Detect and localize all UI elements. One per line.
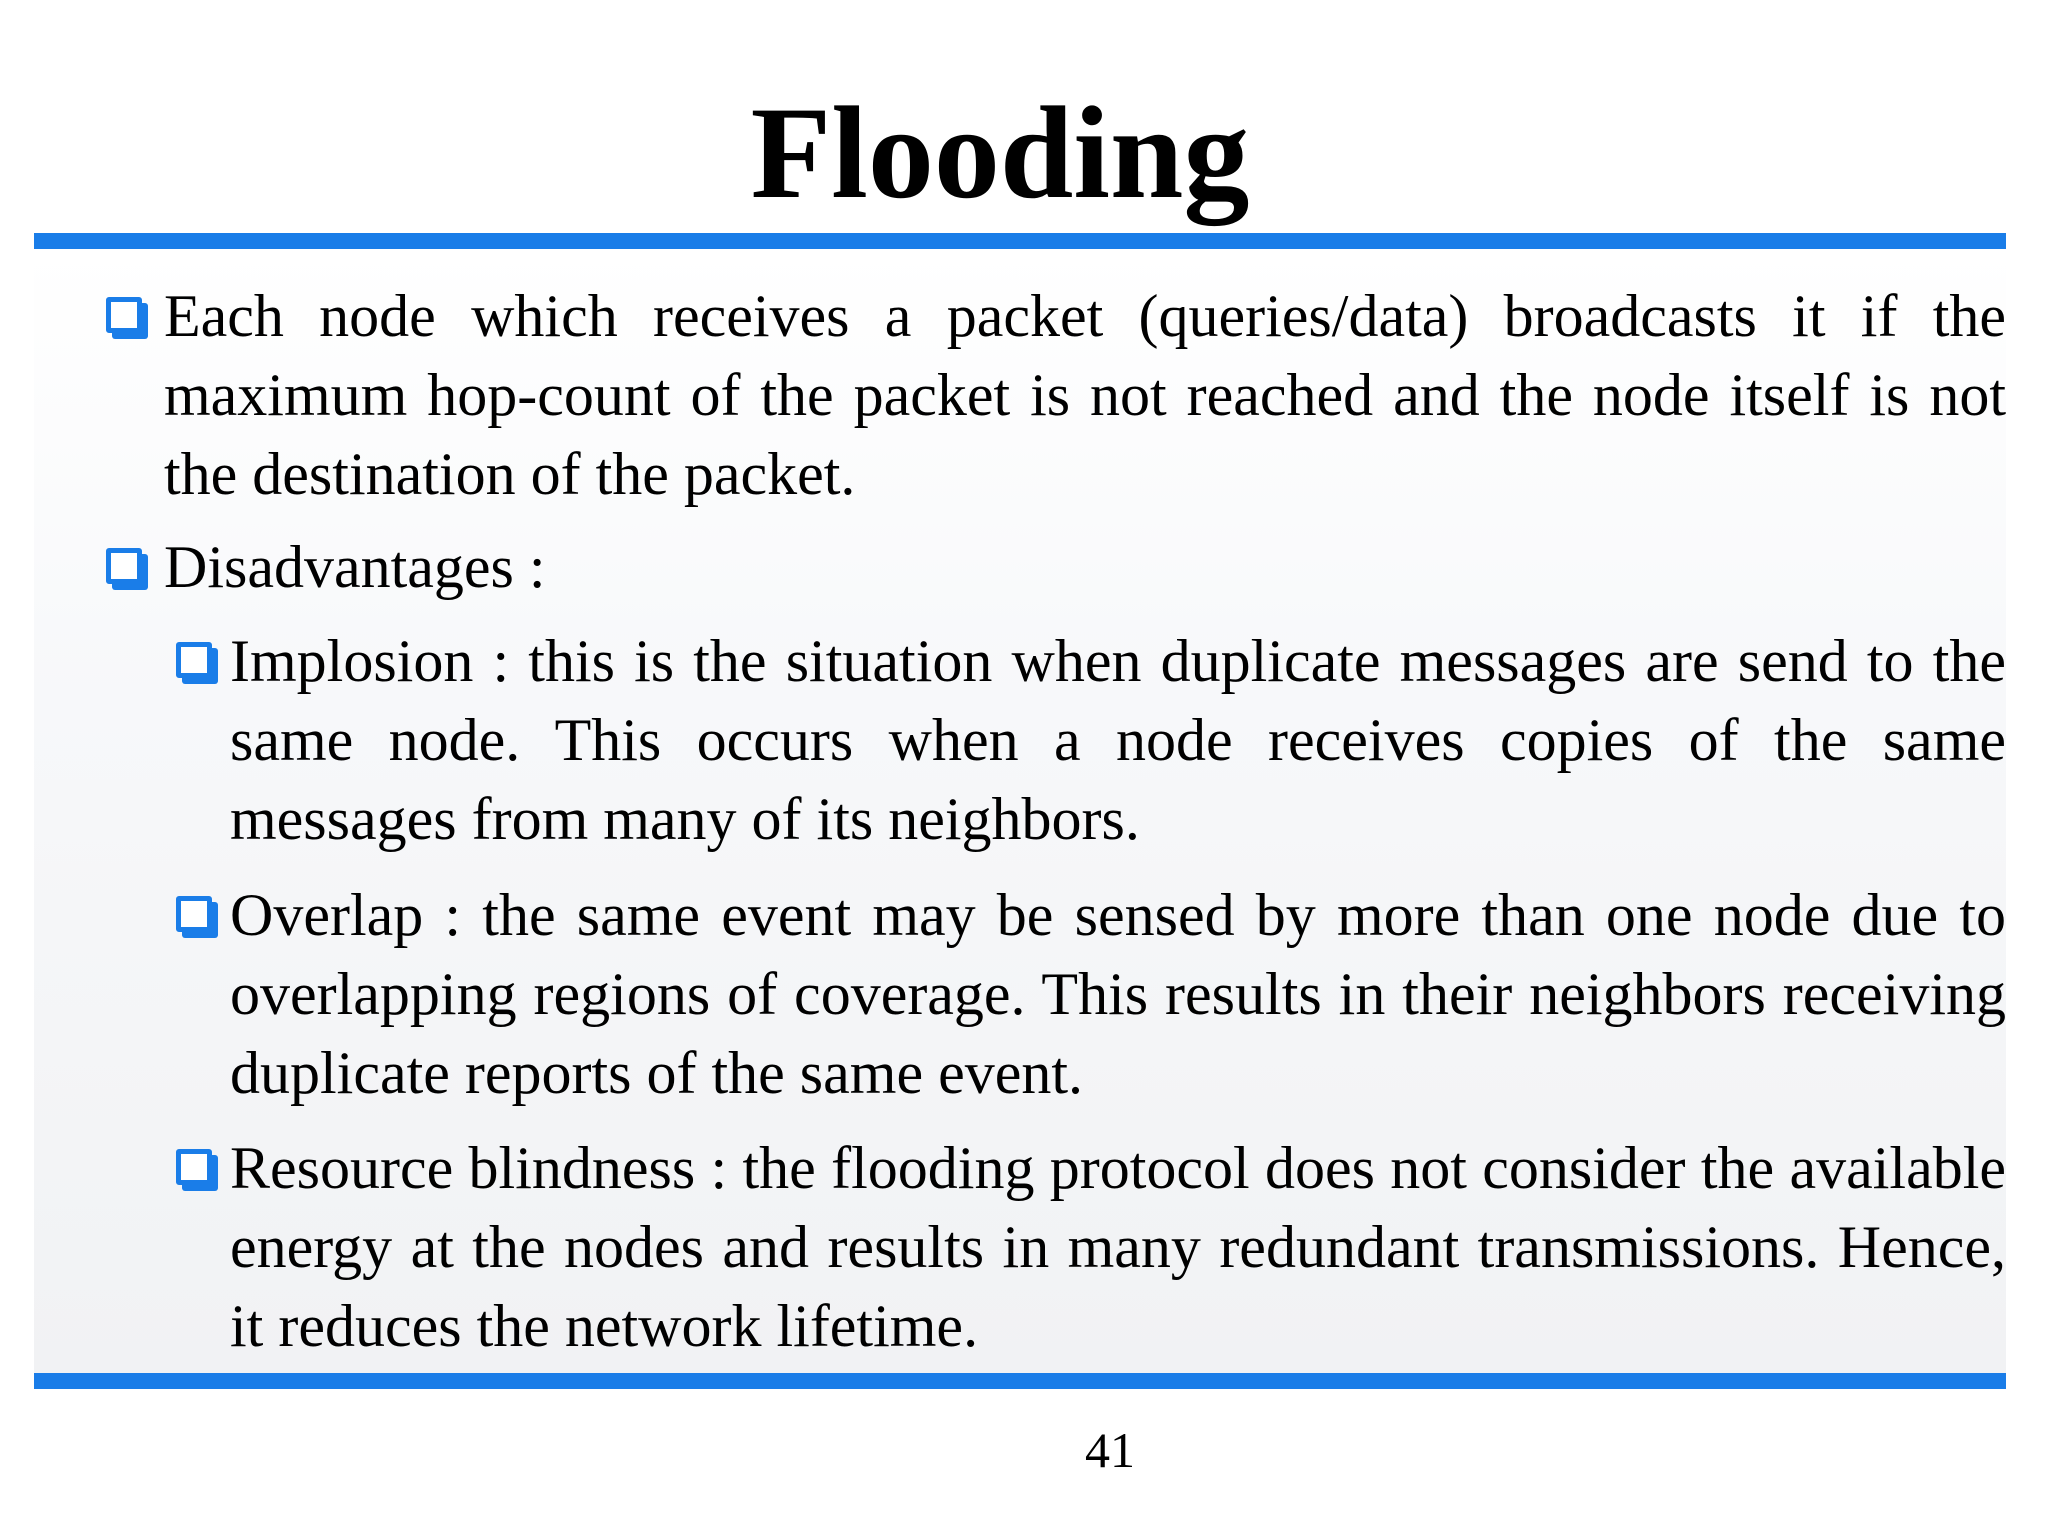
bullet-text: Disadvantages :: [164, 534, 546, 600]
checkbox-bullet-icon: [106, 548, 142, 584]
sub-bullet-item-resource-blindness: [230, 1129, 2006, 1366]
bullet-item-disadvantages: [164, 528, 2006, 607]
bullet-text: Resource blindness : the flooding protocol does not consider the available energy at the nodes and results in many redundant transmissions. Hence, it reduces the network lifetime.: [230, 1135, 2006, 1359]
sub-bullet-item-implosion: [230, 622, 2006, 859]
title-divider-top: [34, 233, 2006, 249]
checkbox-bullet-icon: [176, 896, 212, 932]
bullet-text: Each node which receives a packet (queries/data) broadcasts it if the maximum hop-count of the packet is not reached and the node itself is not the destination of the packet.: [164, 283, 2006, 507]
footer-divider-bottom: [34, 1373, 2006, 1389]
bullet-item-definition: [164, 277, 2006, 514]
sub-bullet-item-overlap: [230, 876, 2006, 1113]
page-number: 41: [1085, 1422, 1135, 1478]
checkbox-bullet-icon: [176, 642, 212, 678]
bullet-text: Overlap : the same event may be sensed by more than one node due to overlapping regions of coverage. This results in their neighbors receiving duplicate reports of the same event.: [230, 882, 2006, 1106]
checkbox-bullet-icon: [176, 1149, 212, 1185]
checkbox-bullet-icon: [106, 297, 142, 333]
slide-title: Flooding: [750, 79, 1250, 226]
bullet-text: Implosion : this is the situation when duplicate messages are send to the same node. This occurs when a node receives copies of the same messages from many of its neighbors.: [230, 628, 2006, 852]
